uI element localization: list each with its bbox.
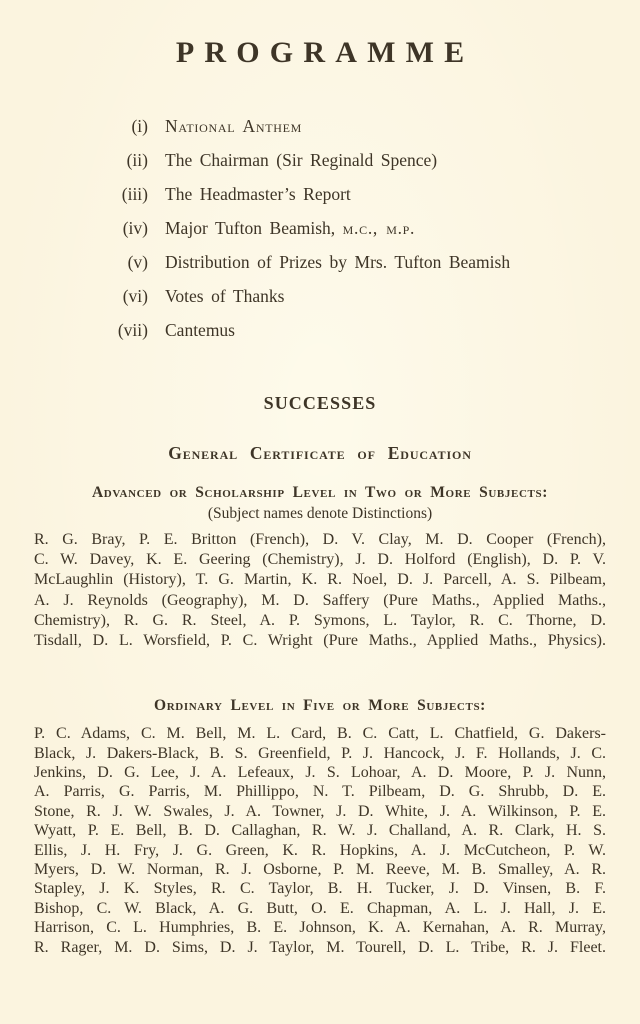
item-numeral: (iii) [121, 184, 148, 204]
item-numeral: (ii) [126, 150, 148, 170]
gce-heading: General Certificate of Education [168, 443, 472, 463]
advanced-names-paragraph [34, 530, 606, 651]
item-text-smallcaps: m.c., m.p. [342, 218, 416, 238]
successes-heading: SUCCESSES [263, 393, 377, 413]
programme-item [90, 320, 606, 341]
text-line: Tisdall, D. L. Worsfield, P. C. Wright (Pure Maths., Applied Maths., Physics). [34, 632, 606, 650]
programme-list [90, 116, 606, 341]
programme-item [90, 116, 606, 137]
text-line: R. Rager, M. D. Sims, D. J. Taylor, M. Tourell, D. L. Tribe, R. J. Fleet. [34, 938, 606, 956]
item-numeral: (vii) [117, 320, 148, 340]
text-line: C. W. Davey, K. E. Geering (Chemistry), J. D. Holford (English), D. P. V. [34, 551, 606, 569]
item-text-smallcaps: National Anthem [165, 116, 302, 136]
item-text [165, 150, 437, 171]
item-numeral: (vi) [122, 286, 148, 306]
item-numeral: (iv) [122, 218, 148, 238]
text-line: Chemistry), R. G. R. Steel, A. P. Symons, L. Taylor, R. C. Thorne, D. [34, 611, 606, 629]
programme-item [90, 218, 606, 239]
item-text-part: Distribution of Prizes by Mrs. Tufton Beamish [165, 252, 511, 272]
item-text-part: Votes of Thanks [165, 286, 285, 306]
item-numeral: (v) [127, 252, 148, 272]
text-line: A. J. Reynolds (Geography), M. D. Saffery (Pure Maths., Applied Maths., [34, 591, 606, 609]
item-text-part: Cantemus [165, 320, 235, 340]
ordinary-names-paragraph [34, 724, 606, 957]
item-text-part: Major Tufton Beamish, [165, 218, 343, 238]
item-text [165, 116, 302, 137]
programme-item [90, 252, 606, 273]
distinction-note: (Subject names denote Distinctions) [207, 505, 433, 522]
text-line: Ellis, J. H. Fry, J. G. Green, K. R. Hopkins, A. J. McCutcheon, P. W. [34, 841, 606, 859]
text-line: A. Parris, G. Parris, M. Phillippo, N. T. Pilbeam, D. G. Shrubb, D. E. [34, 783, 606, 801]
item-text [165, 252, 510, 273]
ordinary-level-heading: Ordinary Level in Five or More Subjects: [154, 697, 486, 715]
text-line: Harrison, C. L. Humphries, B. E. Johnson, K. A. Kernahan, A. R. Murray, [34, 919, 606, 937]
programme-item [90, 184, 606, 205]
text-line: Bishop, C. W. Black, A. G. Butt, O. E. Chapman, A. L. J. Hall, J. E. [34, 899, 606, 917]
text-line: P. C. Adams, C. M. Bell, M. L. Card, B. C. Catt, L. Chatfield, G. Dakers- [34, 725, 606, 743]
text-line: Black, J. Dakers-Black, B. S. Greenfield, P. J. Hancock, J. F. Hollands, J. C. [34, 744, 606, 762]
item-text [165, 286, 284, 307]
text-line: Jenkins, D. G. Lee, J. A. Lefeaux, J. S. Lohoar, A. D. Moore, P. J. Nunn, [34, 764, 606, 782]
item-numeral: (i) [131, 116, 148, 136]
text-line: Myers, D. W. Norman, R. J. Osborne, P. M. Reeve, M. B. Smalley, A. R. [34, 861, 606, 879]
programme-item [90, 286, 606, 307]
item-text [165, 320, 235, 341]
text-line: R. G. Bray, P. E. Britton (French), D. V. Clay, M. D. Cooper (French), [34, 531, 606, 548]
item-text-part: The Chairman (Sir Reginald Spence) [165, 150, 438, 170]
item-text [165, 184, 351, 205]
text-line: Wyatt, P. E. Bell, B. D. Callaghan, R. W. J. Challand, A. R. Clark, H. S. [34, 822, 606, 840]
item-text [165, 218, 415, 239]
advanced-level-heading: Advanced or Scholarship Level in Two or More Subjects: [91, 484, 548, 501]
item-text-part: The Headmaster’s Report [165, 184, 351, 204]
programme-item [90, 150, 606, 171]
text-line: Stapley, J. K. Styles, R. C. Taylor, B. H. Tucker, J. D. Vinsen, B. F. [34, 880, 606, 898]
page-title: PROGRAMME [175, 36, 475, 69]
text-line: Stone, R. J. W. Swales, J. A. Towner, J. D. White, J. A. Wilkinson, P. E. [34, 802, 606, 820]
text-line: McLaughlin (History), T. G. Martin, K. R. Noel, D. J. Parcell, A. S. Pilbeam, [34, 571, 606, 589]
